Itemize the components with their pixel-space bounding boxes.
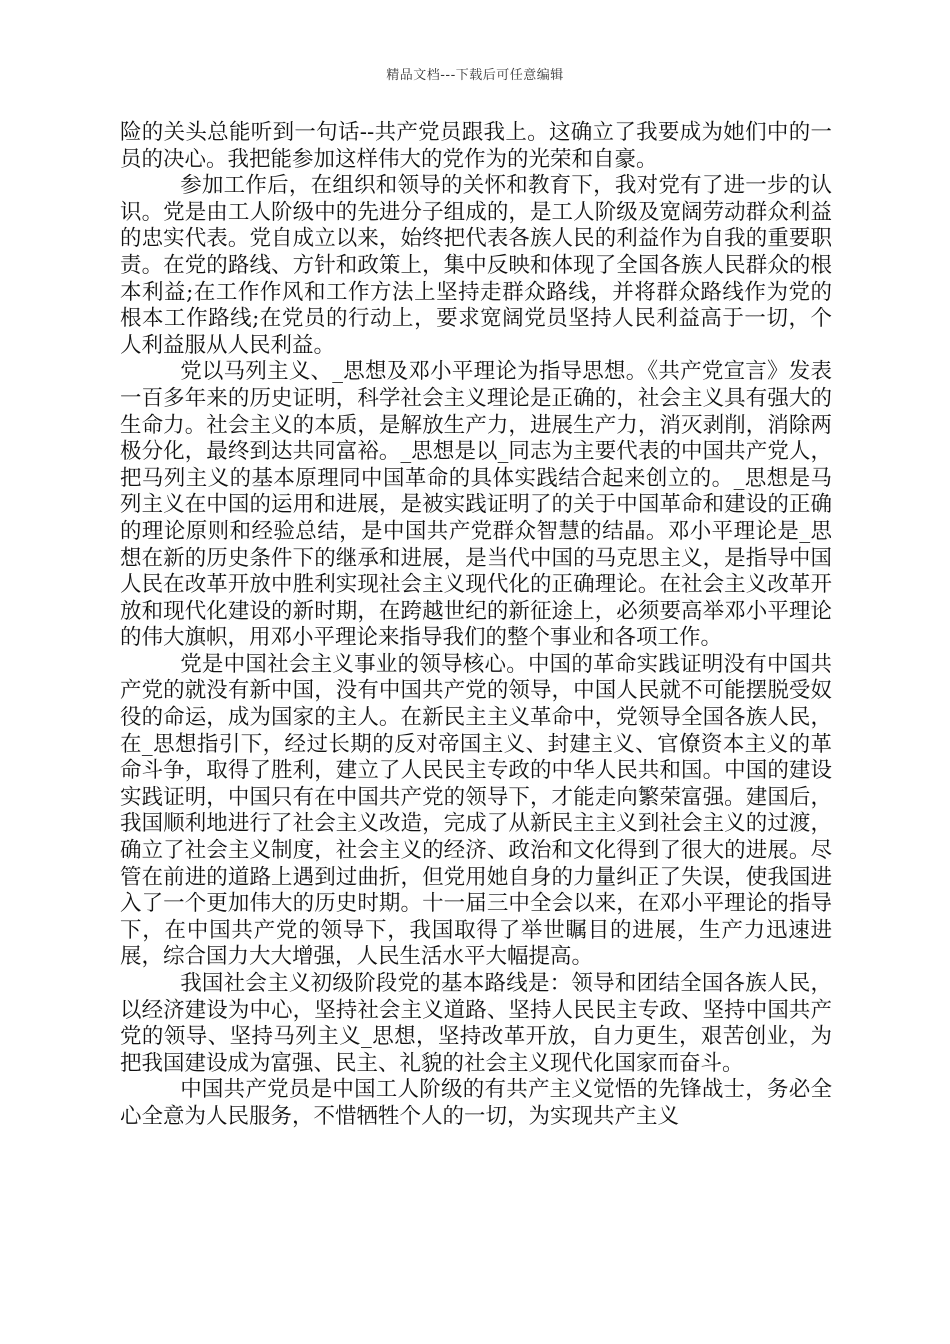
paragraph-guiding-thought: 党以马列主义、_思想及邓小平理论为指导思想。《共产党宣言》发表一百多年来的历史证明，科学社会主义理论是正确的，社会主义具有强大的生命力。社会主义的本质，是解放生产力，进展生产力，消灭剥削，消除两极分化，最终到达共同富裕。_思想是以_同志为主要代表的中国共产党人，把马列主义的基本原理同中国革命的具体实践结合起来创立的。_思想是马列主义在中国的运用和进展，是被实践证明了的关于中国革命和建设的正确的理论原则和经验总结，是中国共产党群众智慧的结晶。邓小平理论是_思想在新的历史条件下的继承和进展，是当代中国的马克思主义，是指导中国人民在改革开放中胜利实现社会主义现代化的正确理论。在社会主义改革开放和现代化建设的新时期，在跨越世纪的新征途上，必须要高举邓小平理论的伟大旗帜，用邓小平理论来指导我们的整个事业和各项工作。	[120, 359, 832, 651]
paragraph-basic-line: 我国社会主义初级阶段党的基本路线是：领导和团结全国各族人民，以经济建设为中心，坚持社会主义道路、坚持人民民主专政、坚持中国共产党的领导、坚持马列主义_思想，坚持改革开放，自力更生，艰苦创业，为把我国建设成为富强、民主、礼貌的社会主义现代化国家而奋斗。	[120, 971, 832, 1076]
paragraph-joining-work: 参加工作后，在组织和领导的关怀和教育下，我对党有了进一步的认识。党是由工人阶级中的先进分子组成的，是工人阶级及宽阔劳动群众利益的忠实代表。党自成立以来，始终把代表各族人民的利益作为自我的重要职责。在党的路线、方针和政策上，集中反映和体现了全国各族人民群众的根本利益;在工作作风和工作方法上坚持走群众路线，并将群众路线作为党的根本工作路线;在党员的行动上，要求宽阔党员坚持人民利益高于一切，个人利益服从人民利益。	[120, 173, 832, 358]
paragraph-party-member: 中国共产党员是中国工人阶级的有共产主义觉悟的先锋战士，务必全心全意为人民服务，不惜牺牲个人的一切，为实现共产主义	[120, 1077, 832, 1129]
page-header: 精品文档---下载后可任意编辑	[386, 68, 564, 83]
document-body	[120, 120, 832, 1131]
paragraph-leadership-core: 党是中国社会主义事业的领导核心。中国的革命实践证明没有中国共产党的就没有新中国，没有中国共产党的领导，中国人民就不可能摆脱受奴役的命运，成为国家的主人。在新民主主义革命中，党领导全国各族人民，在_思想指引下，经过长期的反对帝国主义、封建主义、官僚资本主义的革命斗争，取得了胜利，建立了人民民主专政的中华人民共和国。中国的建设实践证明，中国只有在中国共产党的领导下，才能走向繁荣富强。建国后，我国顺利地进行了社会主义改造，完成了从新民主主义到社会主义的过渡，确立了社会主义制度，社会主义的经济、政治和文化得到了很大的进展。尽管在前进的道路上遇到过曲折，但党用她自身的力量纠正了失误，使我国进入了一个更加伟大的历史时期。十一届三中全会以来，在邓小平理论的指导下，在中国共产党的领导下，我国取得了举世瞩目的进展，生产力迅速进展，综合国力大大增强，人民生活水平大幅提高。	[120, 651, 832, 970]
paragraph-continued: 险的关头总能听到一句话--共产党员跟我上。这确立了我要成为她们中的一员的决心。我把能参加这样伟大的党作为的光荣和自豪。	[120, 120, 832, 172]
